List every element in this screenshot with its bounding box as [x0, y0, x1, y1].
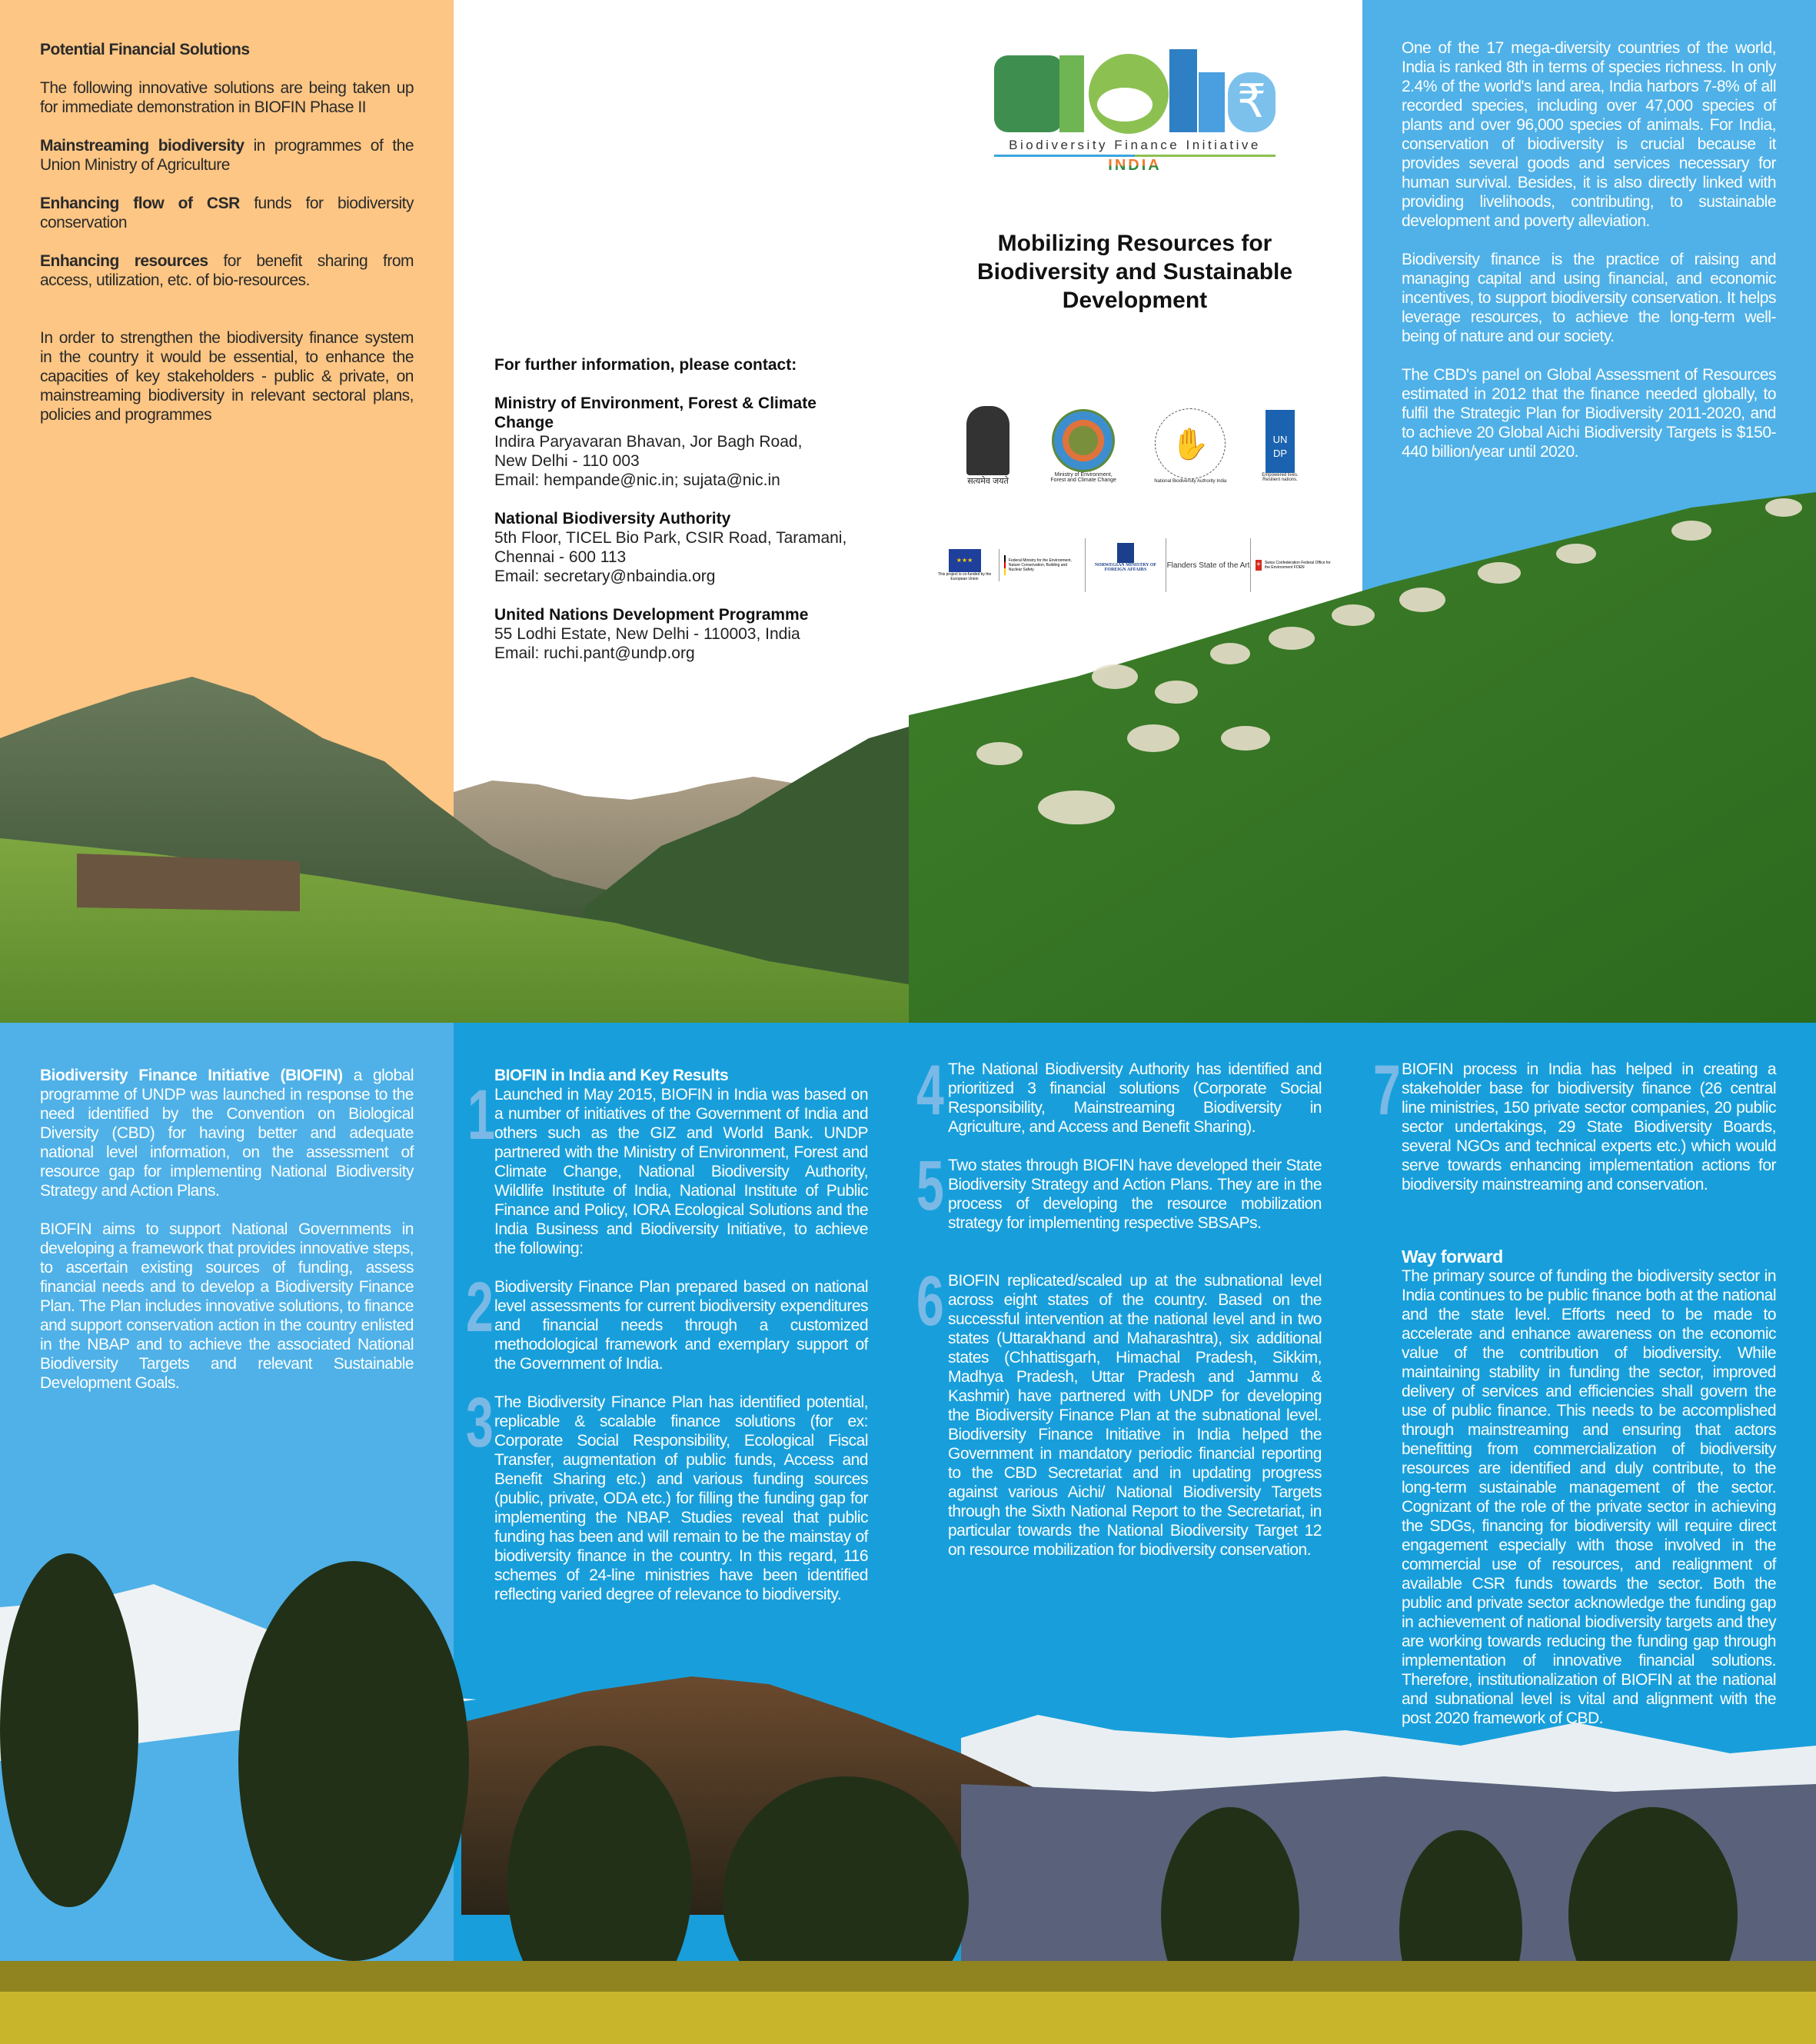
results-heading: BIOFIN in India and Key Results: [494, 1067, 729, 1084]
contact-section: [494, 355, 848, 663]
paragraph: The primary source of funding the biodiversity sector in India continues to be public finance both at the national and the state level. Efforts need to be made to accelerate and enhance awareness on the economic value of the contribution of biodiversity. While maintaining stability in funding the sector, improved delivery of services and efficiencies shall govern the use of public finance. This needs to be accomplished through mainstreaming and ensuring that actors benefitting from commercialization of biodiversity resources are identified and duly contribute, to the long-term sustainable management of the sector. Cognizant of the role of the private sector in achieving the SDGs, financing for biodiversity will require direct engagement especially with those involved in the commercial use of resources, and realignment of available CSR funds towards the sector. Both the public and private sector acknowledge the funding gap in achievement of national biodiversity targets and they are working towards reducing the funding gap through implementation of innovative financial solutions. Therefore, institutionalization of BIOFIN at the national and subnational level is vital and alignment with the post 2020 framework of CBD.: [1402, 1267, 1776, 1727]
org-email[interactable]: Email: ruchi.pant@undp.org: [494, 644, 695, 662]
closing-text: In order to strengthen the biodiversity finance system in the country it would be essential, to enhance the capacities of key stakeholders - public & private, on mainstreaming biodiversity in relevant sectoral plans, policies and programmes: [40, 329, 414, 424]
about-india-section: [1402, 38, 1776, 461]
result-number: 7: [1373, 1051, 1399, 1130]
org-name: National Biodiversity Authority: [494, 510, 731, 528]
funder-logos: [930, 538, 1338, 592]
logo-subtitle: Biodiversity Finance Initiative: [994, 138, 1276, 157]
logo-country: INDIA: [994, 157, 1276, 175]
solution-item: Enhancing flow of CSR funds for biodiversity conservation: [40, 195, 414, 231]
undp-logo: UN DP Empowered lives. Resilient nations.: [1261, 410, 1299, 482]
org-address: 5th Floor, TICEL Bio Park, CSIR Road, Taramani,: [494, 529, 847, 547]
org-name: United Nations Development Programme: [494, 606, 809, 624]
partner-logos: [961, 400, 1299, 492]
paragraph: Biodiversity finance is the practice of raising and managing capital and using financial, and economic incentives, to support biodiversity conservation. It helps leverage resources, to achieve the long-term well-being of nature and our society.: [1402, 251, 1776, 345]
result-item: Biodiversity Finance Plan prepared based on national level assessments for current biodiversity expenditures and financial needs through a customized methodological framework and exemplary support of the Government of India.: [494, 1278, 868, 1373]
result-item: BIOFIN process in India has helped in creating a stakeholder base for biodiversity finance (26 central line ministries, 150 private sector companies, 20 public sector undertakings, 29 State Biodiversity Boards, several NGOs and technical experts etc.) which would serve towards enhancing implementation actions for biodiversity mainstreaming and conservation.: [1402, 1060, 1776, 1193]
result-item: Launched in May 2015, BIOFIN in India was based on a number of initiatives of the Government of India and others such as the GIZ and World Bank. UNDP partnered with the Ministry of Environment, Forest and Climate Change, National Biodiversity Authority, Wildlife Institute of India, National Institute of Public Finance and Policy, IORA Ecological Solutions and the India Business and Biodiversity Initiative, to achieve the following:: [494, 1086, 868, 1257]
solution-item: Mainstreaming biodiversity in programmes of the Union Ministry of Agriculture: [40, 137, 414, 174]
intro-section: [40, 1066, 414, 1393]
org-email[interactable]: Email: hempande@nic.in; sujata@nic.in: [494, 471, 780, 489]
contact-heading: For further information, please contact:: [494, 356, 797, 374]
result-number: 4: [916, 1051, 943, 1130]
result-item: The Biodiversity Finance Plan has identified potential, replicable & scalable finance solutions (for ex: Corporate Social Responsibility, Ecological Fiscal Transfer, augmentation of public funds, Access and Benefit Sharing etc.) and various funding sources (public, private, ODA etc.) for filling the funding gap for implementing the NBAP. Studies reveal that public funding has been and will remain to be the mainstay of biodiversity finance in the country. In this regard, 116 schemes of 24-line ministries have been identified reflecting varied degree of relevance to biodiversity.: [494, 1393, 868, 1603]
svg-text:₹: ₹: [1236, 75, 1267, 128]
satyamev-jayate-logo: सत्यमेव जयते: [961, 406, 1015, 487]
financial-solutions-section: [40, 40, 414, 424]
result-number: 6: [916, 1262, 943, 1340]
cover-title: Mobilizing Resources for Biodiversity and Sustainable Development: [976, 231, 1293, 313]
org-address: Indira Paryavaran Bhavan, Jor Bagh Road,: [494, 433, 803, 451]
section-heading: Way forward: [1402, 1247, 1503, 1267]
eu-logo: ★★★ This project is co-funded by the European Union: [930, 549, 999, 581]
paragraph: Biodiversity Finance Initiative (BIOFIN) a global programme of UNDP was launched in response to the need identified by the Convention on Biological Diversity (CBD) for having better and adequate national level information, on the assessment of resource gap for implementing National Biodiversity Strategy and Action Plans.: [40, 1067, 414, 1200]
biofin-wordmark-icon: [994, 49, 1276, 134]
paragraph: The CBD's panel on Global Assessment of Resources estimated in 2012 that the finance needed globally, to fulfil the Strategic Plan for Biodiversity 2011-2020, and to achieve 20 Global Aichi Biodiversity Targets is $150-440 billion/year until 2020.: [1402, 366, 1776, 461]
way-forward-section: [1402, 1247, 1776, 1728]
result-number: 1: [467, 1076, 494, 1154]
solution-item: Enhancing resources for benefit sharing from access, utilization, etc. of bio-resources.: [40, 252, 414, 289]
intro-text: The following innovative solutions are being taken up for immediate demonstration in BIOFIN Phase II: [40, 79, 414, 116]
norway-logo: NORWEGIAN MINISTRY OF FOREIGN AFFAIRS: [1086, 538, 1166, 592]
org-address: 55 Lodhi Estate, New Delhi - 110003, India: [494, 625, 800, 643]
org-email[interactable]: Email: secretary@nbaindia.org: [494, 568, 716, 585]
result-number: 5: [916, 1147, 943, 1225]
paragraph: BIOFIN aims to support National Governments in developing a framework that provides innovative steps, to ascertain existing sources of funding, assess financial needs and to develop a Biodiversity Finance Plan. The Plan includes innovative solutions, to finance and support conservation action in the country enlisted in the NBAP and to achieve the associated National Biodiversity Targets and relevant Sustainable Development Goals.: [40, 1220, 414, 1392]
result-item: BIOFIN replicated/scaled up at the subnational level across eight states of the country. Based on the successful intervention at the national level and in two states (Uttarakhand and Maharashtra), six additional states (Chhattisgarh, Himachal Pradesh, Sikkim, Madhya Pradesh, Uttar Pradesh and Jammu & Kashmir) have partnered with UNDP for developing the Biodiversity Finance Plan at the subnational level. Biodiversity Finance Initiative in India helped the Government in mandatory periodic financial reporting to the CBD Secretariat and in updating progress against various Aichi/ National Biodiversity Targets through the Sixth National Report to the Secretariat, in particular towards the National Biodiversity Target 12 on resource mobilization for biodiversity conservation.: [948, 1272, 1322, 1559]
hut: [77, 854, 300, 911]
swiss-logo: + Swiss Confederation Federal Office for the Environment FOEN: [1256, 561, 1331, 570]
paragraph: One of the 17 mega-diversity countries of the world, India is ranked 8th in terms of species richness. In only 2.4% of the world's land area, India harbors 7-8% of all recorded species, including over 47,000 species of plants and over 96,000 species of animals. For India, conservation of biodiversity is crucial because it provides several goods and services necessary for human survival. Besides, it is also directly linked with providing livelihoods, contributing, to sustainable development and poverty alleviation.: [1402, 39, 1776, 230]
flanders-logo: Flanders State of the Art: [1166, 538, 1251, 592]
org-name: Ministry of Environment, Forest & Climate Change: [494, 394, 817, 431]
germany-logo: Federal Ministry for the Environment, Nature Conservation, Building and Nuclear Safety: [999, 538, 1086, 592]
result-item: Two states through BIOFIN have developed their State Biodiversity Strategy and Action Plans. They are in the process of developing the resource mobilization strategy for implementing respective SBSAPs.: [948, 1157, 1322, 1232]
section-heading: Potential Financial Solutions: [40, 41, 250, 58]
result-number: 2: [466, 1268, 492, 1347]
org-address: Chennai - 600 113: [494, 548, 627, 566]
biofin-logo: [994, 49, 1276, 180]
result-number: 3: [466, 1383, 492, 1462]
moefcc-logo: Ministry of Environment, Forest and Climate Change: [1047, 409, 1120, 483]
nba-logo: ✋ National Biodiversity Authority India: [1152, 408, 1229, 484]
result-item: The National Biodiversity Authority has identified and prioritized 3 financial solutions (Corporate Social Responsibility, Mainstreaming Biodiversity in Agriculture, and Access and Benefit Sharing).: [948, 1060, 1322, 1136]
org-address: New Delhi - 110 003: [494, 452, 640, 470]
